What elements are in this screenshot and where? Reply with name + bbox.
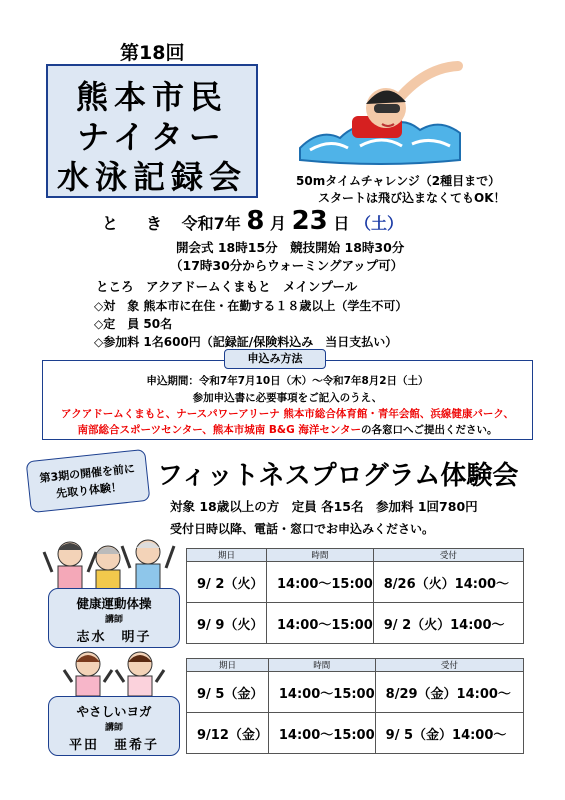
event-fee: ◇参加料 1名600円（記録証/保険料込み 当日支払い） [94,335,398,349]
catch-line-2: スタートは飛び込まなくてもOK！ [318,191,506,205]
event-warmup: （17時30分からウォーミングアップ可） [170,258,404,273]
yoga-people-illustration [62,648,166,696]
cell-time: 14:00～15:00 [267,603,374,644]
title-box [46,64,258,198]
preview-badge [26,449,151,513]
badge-line-1: 第3期の開催を前に [38,462,136,486]
apply-venues-2-tail: の各窓口へご提出ください。 [360,424,498,436]
event-capacity: ◇定 員 50名 [94,317,173,331]
instructor-name: 平田 亜希子 [68,738,159,753]
title-line-3: 水泳記録会 [56,158,247,196]
cell-accept: 9/ 2（火）14:00～ [373,603,523,644]
table-row [187,603,524,644]
badge-line-2: 先取り体験！ [55,480,123,501]
event-target: ◇対 象 熊本市に在住・在勤する１８歳以上（学生不可） [94,299,408,313]
fitness-info: 対象 18歳以上の方 定員 各15名 参加料 1回780円 [170,499,478,514]
event-place: ところ アクアドームくまもと メインプール [96,279,358,294]
class-box-exercise [48,588,180,648]
date-prefix: と き [102,214,169,233]
apply-period: 申込期間：令和7年7月10日（木）～令和7年8月2日（土） [146,375,429,387]
date-day-unit: 日 [333,214,350,233]
header-time: 時間 [268,659,375,672]
instructor-label: 講師 [104,723,123,733]
schedule-table-exercise [186,548,524,644]
header-accept: 受付 [373,549,523,562]
cell-time: 14:00～15:00 [268,713,375,754]
fitness-title: フィットネスプログラム体験会 [157,461,519,491]
application-box [42,360,533,440]
date-weekday-close: ） [386,214,403,233]
header-time: 時間 [267,549,374,562]
instructor-label: 講師 [104,615,123,625]
header-accept: 受付 [375,659,523,672]
date-day: 23 [291,206,328,236]
date-month: 8 [246,206,265,236]
fitness-accept-note: 受付日時以降、電話・窓口でお申込みください。 [170,522,435,536]
table-row [187,562,524,603]
cell-date: 9/12（金） [187,713,269,754]
table-row [187,713,524,754]
apply-venues-2-red: 南部総合スポーツセンター、熊本市城南 B&G 海洋センター [77,424,361,436]
class-box-yoga [48,696,180,756]
event-date [102,206,403,236]
exercise-people-illustration [40,534,180,592]
cell-accept: 8/26（火）14:00～ [373,562,523,603]
instructor-name: 志水 明子 [76,630,152,645]
apply-venues-2 [43,422,532,437]
cell-accept: 9/ 5（金）14:00～ [375,713,523,754]
cell-date: 9/ 2（火） [187,562,267,603]
title-line-1: 熊本市民 [75,78,228,116]
cell-accept: 8/29（金）14:00～ [375,672,523,713]
apply-venues-1: アクアドームくまもと、ナースパワーアリーナ 熊本市総合体育館・青年会館、浜線健康パーク、 [61,408,514,420]
class-name: やさしいヨガ [76,704,152,719]
date-month-unit: 月 [269,214,286,233]
cell-time: 14:00～15:00 [267,562,374,603]
date-weekday: 土 [370,214,387,233]
cell-date: 9/ 5（金） [187,672,269,713]
cell-time: 14:00～15:00 [268,672,375,713]
schedule-table-yoga [186,658,524,754]
header-date: 期日 [187,549,267,562]
catch-line-1: 50mタイムチャレンジ（2種目まで） [296,174,501,188]
application-tab: 申込み方法 [224,349,326,369]
edition-label: 第18回 [120,42,185,64]
table-row [187,672,524,713]
apply-instruction: 参加申込書に必要事項をご記入のうえ、 [192,392,383,404]
cell-date: 9/ 9（火） [187,603,267,644]
date-weekday-open: （ [354,214,371,233]
swimmer-illustration [290,38,470,168]
date-era: 令和7年 [181,214,241,233]
class-name: 健康運動体操 [76,596,152,611]
header-date: 期日 [187,659,269,672]
event-times: 開会式 18時15分 競技開始 18時30分 [176,240,405,255]
title-line-2: ナイター [77,118,227,156]
